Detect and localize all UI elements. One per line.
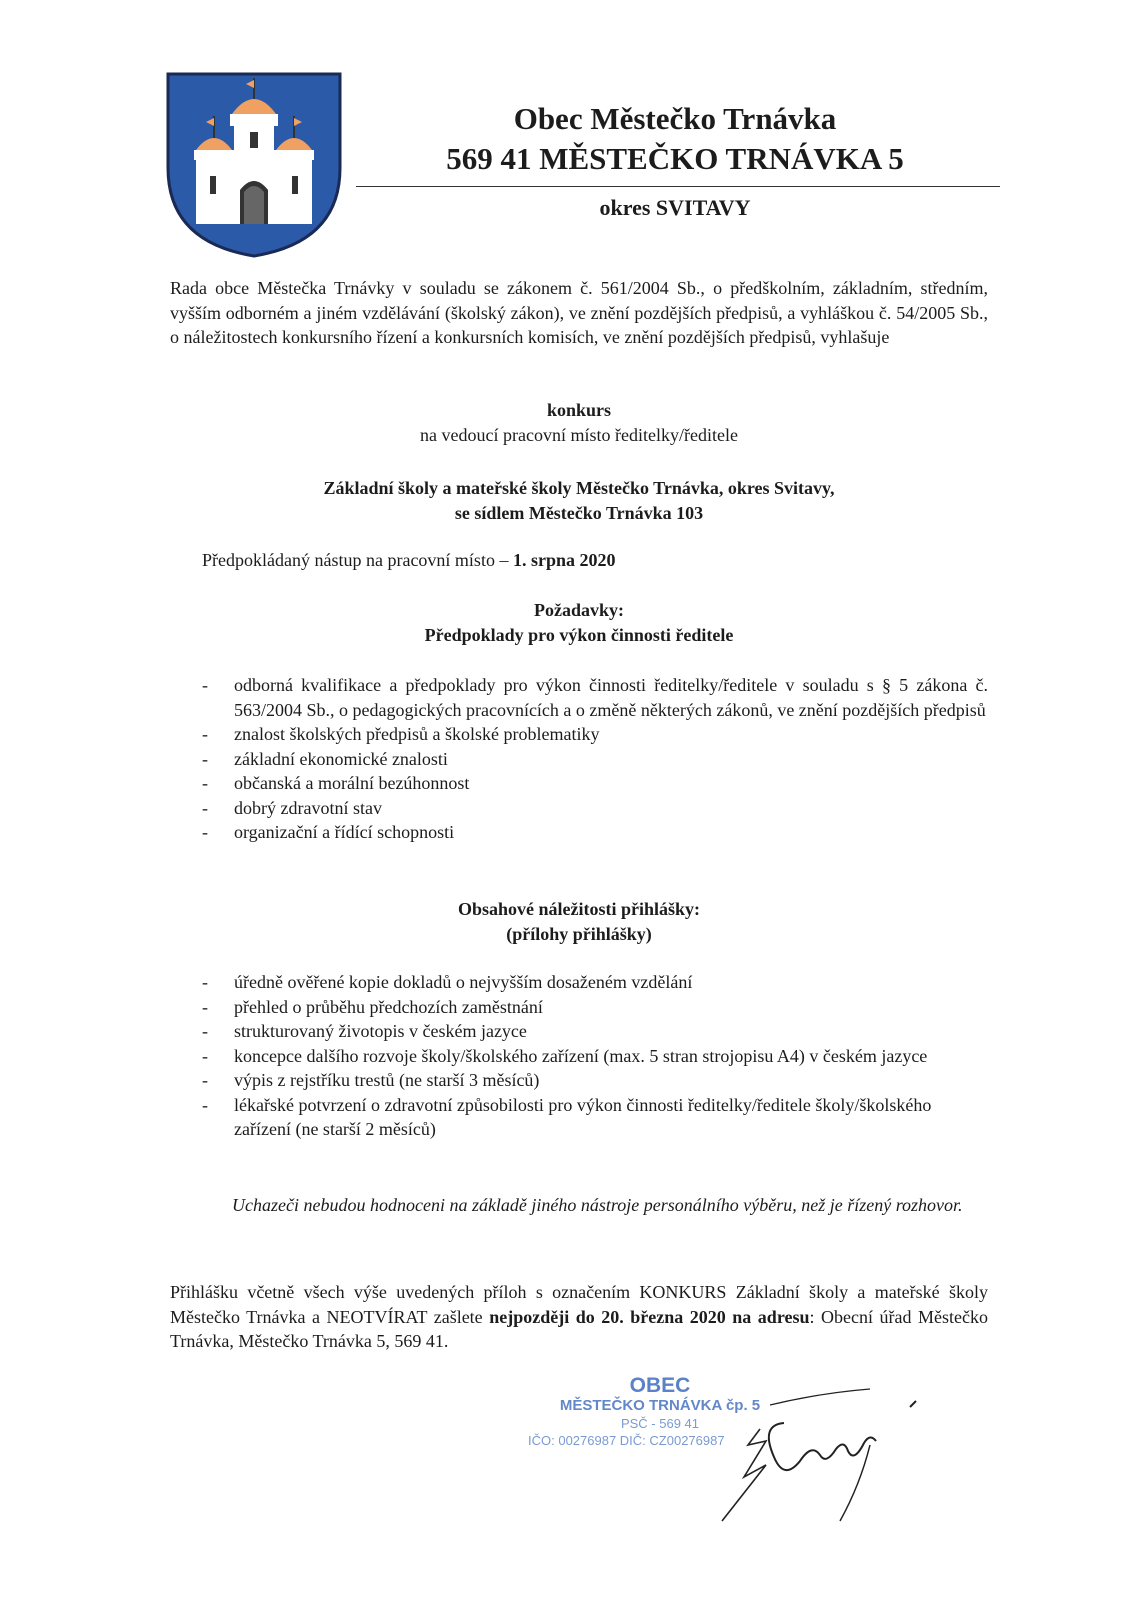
stamp-line2: MĚSTEČKO TRNÁVKA čp. 5: [559, 1397, 761, 1414]
list-item: - odborná kvalifikace a předpoklady pro výkon činnosti ředitelky/ředitele v souladu s § 5 zákona č. 563/2004 Sb., o pedagogických pracovnících a o změně některých zákonů, ve znění pozdějších předpisů: [170, 673, 988, 722]
list-item: - koncepce dalšího rozvoje školy/školského zařízení (max. 5 stran strojopisu A4) v českém jazyce: [170, 1044, 988, 1069]
municipality-address: 569 41 MĚSTEČKO TRNÁVKA 5: [446, 141, 904, 176]
stamp-line3: PSČ - 569 41: [620, 1416, 700, 1431]
list-item: - dobrý zdravotní stav: [170, 796, 988, 821]
stamp-line4: IČO: 00276987 DIČ: CZ00276987: [528, 1433, 725, 1448]
intro-paragraph: Rada obce Městečka Trnávky v souladu se zákonem č. 561/2004 Sb., o předškolním, základním, středním, vyšším odborném a jiném vzdělávání (školský zákon), ve znění pozdějších předpisů, a vyhláškou č. 54/2005 Sb., o náležitostech konkursního řízení a konkursních komisích, ve znění pozdějších předpisů, vyhlašuje: [170, 278, 988, 347]
closing-paragraph: [170, 1280, 988, 1354]
attachments-subheading: (přílohy přihlášky): [506, 923, 652, 944]
signature-icon: [700, 1385, 930, 1525]
requirements-heading-block: [170, 598, 988, 647]
list-item: - základní ekonomické znalosti: [170, 747, 988, 772]
closing-text: Přihlášku včetně všech výše uvedených příloh s označením KONKURS Základní školy a mateřské školy Městečko Trnávka a NEOTVÍRAT zašlete: [170, 1282, 988, 1327]
list-item: - výpis z rejstříku trestů (ne starší 3 měsíců): [170, 1068, 988, 1093]
start-date-label: Předpokládaný nástup na pracovní místo –: [202, 550, 513, 570]
attachments-heading-block: [170, 897, 988, 946]
konkurs-position: na vedoucí pracovní místo ředitelky/ředitele: [420, 424, 738, 445]
konkurs-heading: konkurs: [546, 400, 612, 420]
municipality-title: Obec Městečko Trnávka: [513, 101, 837, 136]
school-name-block: [170, 476, 988, 525]
attachments-list-block: [170, 970, 988, 1142]
list-item: - lékařské potvrzení o zdravotní způsobilosti pro výkon činnosti ředitelky/ředitele školy/školského zařízení (ne starší 2 měsíců): [170, 1093, 988, 1142]
list-item: - občanská a morální bezúhonnost: [170, 771, 988, 796]
requirements-list: [170, 673, 988, 845]
district-name: okres SVITAVY: [599, 195, 751, 220]
stamp-line1: OBEC: [629, 1374, 691, 1397]
letterhead: [350, 100, 1000, 223]
coat-of-arms-icon: [166, 72, 342, 258]
konkurs-block: [170, 398, 988, 447]
requirements-heading: Požadavky:: [534, 600, 624, 620]
list-item: - přehled o průběhu předchozích zaměstnání: [170, 995, 988, 1020]
attachments-list: [170, 970, 988, 1142]
start-date-value: 1. srpna 2020: [512, 550, 616, 570]
list-item: - úředně ověřené kopie dokladů o nejvyšším dosaženém vzdělání: [170, 970, 988, 995]
closing-address: : Obecní úřad Městečko Trnávka, Městečko Trnávka 5, 569 41.: [170, 1306, 988, 1351]
school-name-line1: Základní školy a mateřské školy Městečko Trnávka, okres Svitavy,: [323, 478, 835, 498]
attachments-heading: Obsahové náležitosti přihlášky:: [457, 899, 701, 919]
list-item: - strukturovaný životopis v českém jazyce: [170, 1019, 988, 1044]
school-name-line2: se sídlem Městečko Trnávka 103: [454, 502, 704, 523]
start-date-line: [202, 548, 982, 573]
closing-deadline: nejpozději do 20. března 2020 na adresu: [489, 1306, 810, 1327]
requirements-subheading: Předpoklady pro výkon činnosti ředitele: [424, 624, 734, 645]
requirements-list-block: [170, 673, 988, 845]
header-divider: [356, 186, 1000, 187]
list-item: - znalost školských předpisů a školské problematiky: [170, 722, 988, 747]
selection-note: Uchazeči nebudou hodnoceni na základě jiného nástroje personálního výběru, než je řízený rozhovor.: [232, 1195, 963, 1215]
list-item: - organizační a řídící schopnosti: [170, 820, 988, 845]
